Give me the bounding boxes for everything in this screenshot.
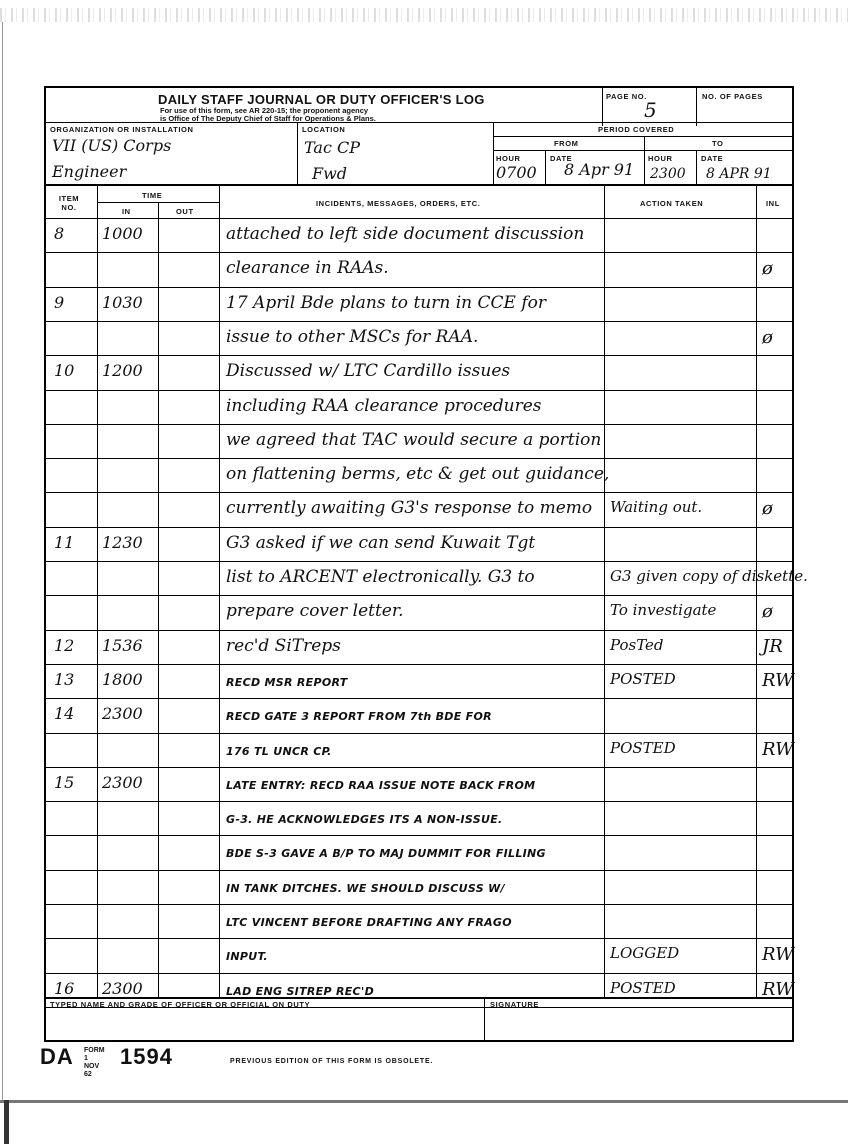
entry-time-in: 2300	[102, 772, 143, 792]
footer-previous-edition: PREVIOUS EDITION OF THIS FORM IS OBSOLETE.	[230, 1058, 434, 1065]
entry-initials: RW	[762, 944, 794, 966]
entry-action-taken: LOGGED	[610, 944, 680, 963]
entry-item-no: 11	[54, 532, 75, 552]
entry-time-in: 1000	[102, 224, 143, 243]
entry-action-taken: To investigate	[610, 601, 717, 620]
entry-incident-text: on flattening berms, etc & get out guidance,	[226, 464, 610, 485]
entry-initials: RW	[762, 978, 794, 1000]
row-divider	[46, 698, 794, 699]
no-of-pages-label: NO. OF PAGES	[702, 92, 763, 101]
action-taken-label: ACTION TAKEN	[640, 199, 704, 208]
row-divider	[46, 561, 794, 562]
entry-initials: ø	[762, 258, 773, 280]
entry-incident-text: LATE ENTRY: RECD RAA ISSUE NOTE BACK FROM	[226, 778, 536, 792]
entry-initials: RW	[762, 669, 794, 691]
entry-incident-text: rec'd SiTreps	[226, 635, 341, 656]
entry-incident-text: LAD ENG SITREP REC'D	[226, 984, 375, 998]
entry-time-in: 1800	[102, 669, 143, 689]
entry-item-no: 13	[54, 669, 75, 689]
row-divider	[46, 630, 794, 631]
row-divider	[46, 835, 794, 836]
entry-item-no: 12	[54, 635, 75, 655]
from-hour-label: HOUR	[496, 154, 521, 163]
scan-edge-left	[2, 22, 3, 1102]
footer-form-label: FORM	[84, 1047, 105, 1054]
entry-initials: JR	[762, 635, 783, 657]
entry-incident-text: 176 TL UNCR CP.	[226, 744, 332, 758]
entry-incident-text: RECD GATE 3 REPORT FROM 7th BDE FOR	[226, 710, 492, 724]
entry-incident-text: 17 April Bde plans to turn in CCE for	[226, 292, 546, 313]
location-value-line1: Tac CP	[304, 138, 361, 157]
entry-incident-text: list to ARCENT electronically. G3 to	[226, 567, 535, 587]
entry-time-in: 2300	[102, 978, 143, 998]
from-hour-value: 0700	[496, 163, 537, 182]
row-divider	[46, 664, 794, 665]
entry-action-taken: POSTED	[610, 978, 676, 997]
scan-edge-bottom	[0, 1100, 848, 1103]
entry-incident-text: issue to other MSCs for RAA.	[226, 326, 479, 347]
incidents-label: INCIDENTS, MESSAGES, ORDERS, ETC.	[316, 199, 481, 208]
row-divider	[46, 904, 794, 905]
item-no-label	[58, 194, 80, 212]
entry-action-taken: POSTED	[610, 669, 676, 688]
footer-date-label: 1 NOV 62	[84, 1055, 100, 1078]
signature-label: SIGNATURE	[490, 1000, 540, 1009]
entry-incident-text: G-3. HE ACKNOWLEDGES ITS A NON-ISSUE.	[226, 813, 503, 827]
entry-incident-text: attached to left side document discussion	[226, 224, 585, 244]
org-value-line2: Engineer	[52, 162, 127, 181]
inl-label: INL	[766, 199, 780, 208]
entry-item-no: 10	[54, 361, 75, 381]
entry-incident-text: INPUT.	[226, 950, 268, 964]
entry-time-in: 1030	[102, 292, 143, 312]
row-divider	[46, 424, 794, 425]
entry-time-in: 1200	[102, 361, 143, 381]
typed-name-label: TYPED NAME AND GRADE OF OFFICER OR OFFICIAL ON DUTY	[50, 1000, 311, 1009]
entry-incident-text: G3 asked if we can send Kuwait Tgt	[226, 532, 536, 553]
item-no-label-text: ITEM NO.	[58, 194, 80, 212]
to-date-label: DATE	[701, 154, 724, 163]
row-divider	[46, 321, 794, 322]
entry-item-no: 15	[54, 772, 75, 792]
row-divider	[46, 355, 794, 356]
entry-initials: ø	[762, 498, 773, 520]
location-value-line2: Fwd	[312, 164, 348, 183]
entry-item-no: 14	[54, 704, 75, 724]
entry-initials: RW	[762, 738, 794, 760]
entry-incident-text: Discussed w/ LTC Cardillo issues	[226, 361, 511, 382]
entry-incident-text: currently awaiting G3's response to memo	[226, 498, 593, 519]
entry-action-taken: Waiting out.	[610, 498, 703, 517]
entry-incident-text: including RAA clearance procedures	[226, 395, 542, 416]
location-label: LOCATION	[302, 125, 346, 134]
entry-initials: ø	[762, 601, 773, 623]
row-divider	[46, 870, 794, 871]
row-divider	[46, 938, 794, 939]
entry-incident-text: IN TANK DITCHES. WE SHOULD DISCUSS W/	[226, 881, 505, 895]
page-no-label: PAGE NO.	[606, 92, 647, 101]
entry-incident-text: LTC VINCENT BEFORE DRAFTING ANY FRAGO	[226, 916, 512, 929]
time-out-label: OUT	[176, 207, 194, 216]
row-divider	[46, 492, 794, 493]
entry-item-no: 9	[54, 292, 65, 312]
row-divider	[46, 287, 794, 288]
to-label: TO	[712, 139, 724, 148]
row-divider	[46, 973, 794, 974]
row-divider	[46, 595, 794, 596]
entry-initials: ø	[762, 326, 773, 348]
entry-incident-text: prepare cover letter.	[226, 601, 404, 622]
row-divider	[46, 390, 794, 391]
to-date-value: 8 APR 91	[706, 166, 772, 182]
row-divider	[46, 801, 794, 802]
period-covered-label: PERIOD COVERED	[598, 125, 675, 134]
from-label: FROM	[554, 139, 579, 148]
entry-action-taken: PosTed	[610, 635, 664, 654]
row-divider	[46, 458, 794, 459]
entry-incident-text: RECD MSR REPORT	[226, 675, 348, 689]
row-divider	[46, 252, 794, 253]
from-date-value: 8 Apr 91	[564, 160, 635, 179]
row-divider	[46, 733, 794, 734]
row-divider	[46, 527, 794, 528]
entry-time-in: 2300	[102, 704, 143, 724]
entry-action-taken: G3 given copy of diskette.	[610, 567, 808, 585]
footer-form-date	[84, 1047, 105, 1079]
staff-journal-form	[44, 86, 808, 1042]
entry-incident-text: clearance in RAAs.	[226, 258, 389, 279]
to-hour-label: HOUR	[648, 154, 673, 163]
row-divider	[46, 767, 794, 768]
entry-item-no: 8	[54, 224, 65, 243]
time-in-label: IN	[122, 207, 131, 216]
org-value-line1: VII (US) Corps	[52, 136, 172, 155]
to-hour-value: 2300	[650, 166, 686, 182]
page-no-value: 5	[644, 98, 657, 122]
entry-incident-text: we agreed that TAC would secure a portion	[226, 429, 602, 450]
scan-mark-bottom-left	[4, 1100, 9, 1144]
org-label: ORGANIZATION OR INSTALLATION	[50, 125, 194, 134]
footer-da: DA	[40, 1044, 74, 1069]
entry-item-no: 16	[54, 978, 75, 998]
scan-noise-top	[0, 8, 848, 22]
entry-incident-text: BDE S-3 GAVE A B/P TO MAJ DUMMIT FOR FILLING	[226, 847, 546, 861]
from-date-label: DATE	[550, 154, 573, 163]
time-label: TIME	[142, 191, 163, 200]
form-subtitle-1: For use of this form, see AR 220-15; the proponent agency	[160, 106, 369, 115]
footer-form-number: 1594	[120, 1044, 173, 1069]
entry-time-in: 1536	[102, 635, 143, 655]
form-title: DAILY STAFF JOURNAL OR DUTY OFFICER'S LOG	[158, 92, 485, 107]
entry-action-taken: POSTED	[610, 738, 676, 757]
entry-time-in: 1230	[102, 532, 143, 552]
form-subtitle-2: is Office of The Deputy Chief of Staff for Operations & Plans.	[160, 114, 376, 123]
